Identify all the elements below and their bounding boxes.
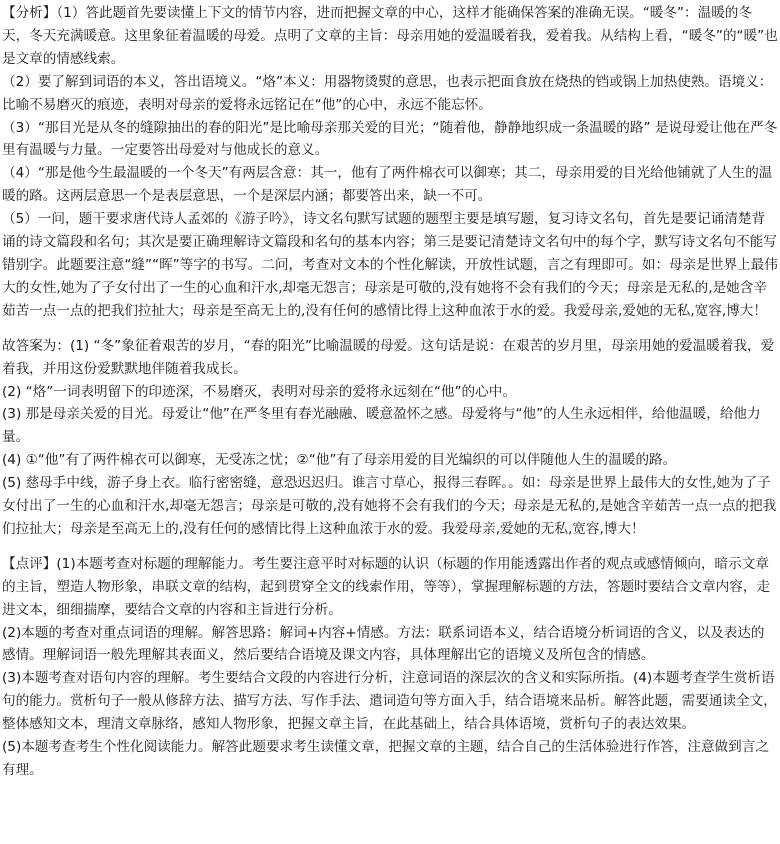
comment-paragraph-2: (2)本题的考查对重点词语的理解。解答思路：解词+内容+情感。方法：联系词语本义，结合语境分析词语的含义，以及表达的感情。理解词语一般先理解其表面义，然后要结合语境及课文内容，具体理解出它的语境义及所包含的情感。 [2, 624, 765, 664]
analysis-paragraph-4: （4）“那是他今生最温暖的一个冬天”有两层含意：其一，他有了两件棉衣可以御寒；其二，母亲用爱的目光给他铺就了人生的温暖的路。这两层意思一个是表层意思，一个是深层内涵；都要答出来，缺一不可。 [2, 165, 773, 205]
analysis-paragraph-3: （3）“那目光是从冬的缝隙抽出的春的阳光”是比喻母亲那关爱的目光；“随着他，静静地织成一条温暖的路” 是说母爱让他在严冬里有温暖与力量。一定要答出母爱对与他成长的意义。 [2, 119, 778, 159]
comment-paragraph-4: (5)本题考查考生个性化阅读能力。解答此题要求考生读懂文章，把握文章的主题，结合自己的生活体验进行作答，注意做到言之有理。 [2, 739, 769, 778]
answer-paragraph-3: (3) 那是母亲关爱的目光。母爱让“他”在严冬里有春光融融、暖意盈怀之感。母爱将与“他”的人生永远相伴，给他温暖，给他力量。 [2, 406, 761, 446]
comment-paragraph-3: (3)本题考查对语句内容的理解。考生要结合文段的内容进行分析，注意词语的深层次的含义和实际所指。(4)本题考查学生赏析语句的能力。赏析句子一般从修辞方法、描写方法、写作手法、遣词造句等方面入手，结合语境来品析。解答此题，需要通读全文，整体感知文本，理清文章脉络，感知人物形象，把握文章主旨，在此基础上，结合具体语境，赏析句子的表达效果。 [2, 670, 777, 733]
section-gap [2, 541, 778, 553]
analysis-section [2, 2, 778, 323]
answer-section [2, 335, 778, 541]
section-gap [2, 323, 778, 335]
analysis-paragraph-1: 【分析】（1）答此题首先要读懂上下文的情节内容，进而把握文章的中心，这样才能确保答案的准确无误。“暖冬”：温暖的冬天，冬天充满暖意。这里象征着温暖的母爱。点明了文章的主旨：母亲用她的爱温暖着我，爱着我。从结构上看，“暖冬”的“暖”也是文章的情感线索。 [2, 5, 778, 67]
answer-paragraph-2: (2) “烙”一词表明留下的印迹深，不易磨灭，表明对母亲的爱将永远刻在“他”的心中。 [2, 383, 516, 400]
answer-paragraph-5: (5) 慈母手中线，游子身上衣。临行密密缝，意恐迟迟归。谁言寸草心，报得三春晖。。如：母亲是世界上最伟大的女性,她为了子女付出了一生的心血和汗水,却毫无怨言；母亲是可敬的,没有她将不会有我们的今天；母亲是无私的,是她含辛茹苦一点一点的把我们拉扯大；母亲是至高无上的,没有任何的感情比得上这种血浓于水的爱。我爱母亲,爱她的无私,宽容,博大！ [2, 475, 777, 537]
comment-paragraph-1: 【点评】(1)本题考查对标题的理解能力。考生要注意平时对标题的认识（标题的作用能透露出作者的观点或感情倾向，暗示文章的主旨，塑造人物形象，串联文章的结构，起到贯穿全文的线索作用，等等），掌握理解标题的方法，答题时要结合文章内容，走进文本，细细揣摩，要结合文章的内容和主旨进行分析。 [2, 555, 771, 618]
comment-section [2, 553, 778, 782]
analysis-paragraph-5: （5）一问，题干要求唐代诗人孟郊的《游子吟》，诗文名句默写试题的题型主要是填写题，复习诗文名句，首先是要记诵清楚背诵的诗文篇段和名句；其次是要正确理解诗文篇段和名句的基本内容；第三是要记清楚诗文名句中的每个字，默写诗文名句不能写错别字。此题要注意“缝”“晖”等字的书写。二问，考查对文本的个性化解读，开放性试题，言之有理即可。如：母亲是世界上最伟大的女性,她为了子女付出了一生的心血和汗水,却毫无怨言；母亲是可敬的,没有她将不会有我们的今天；母亲是无私的,是她含辛茹苦一点一点的把我们拉扯大；母亲是至高无上的,没有任何的感情比得上这种血浓于水的爱。我爱母亲,爱她的无私,宽容,博大！ [2, 211, 778, 319]
answer-paragraph-1: 故答案为：(1) “冬”象征着艰苦的岁月，“春的阳光”比喻温暖的母爱。这句话是说：在艰苦的岁月里，母亲用她的爱温暖着我，爱着我，并用这份爱默默地伴随着我成长。 [2, 337, 775, 377]
analysis-paragraph-2: （2）要了解到词语的本义，答出语境义。“烙”本义：用器物烫熨的意思，也表示把面食放在烧热的铛或锅上加热使熟。语境义：比喻不易磨灭的痕迹，表明对母亲的爱将永远铭记在“他”的心中，永远不能忘怀。 [2, 73, 773, 113]
answer-paragraph-4: (4) ①“他”有了两件棉衣可以御寒，无受冻之忧；②“他”有了母亲用爱的目光编织的可以伴随他人生的温暖的路。 [2, 452, 677, 469]
